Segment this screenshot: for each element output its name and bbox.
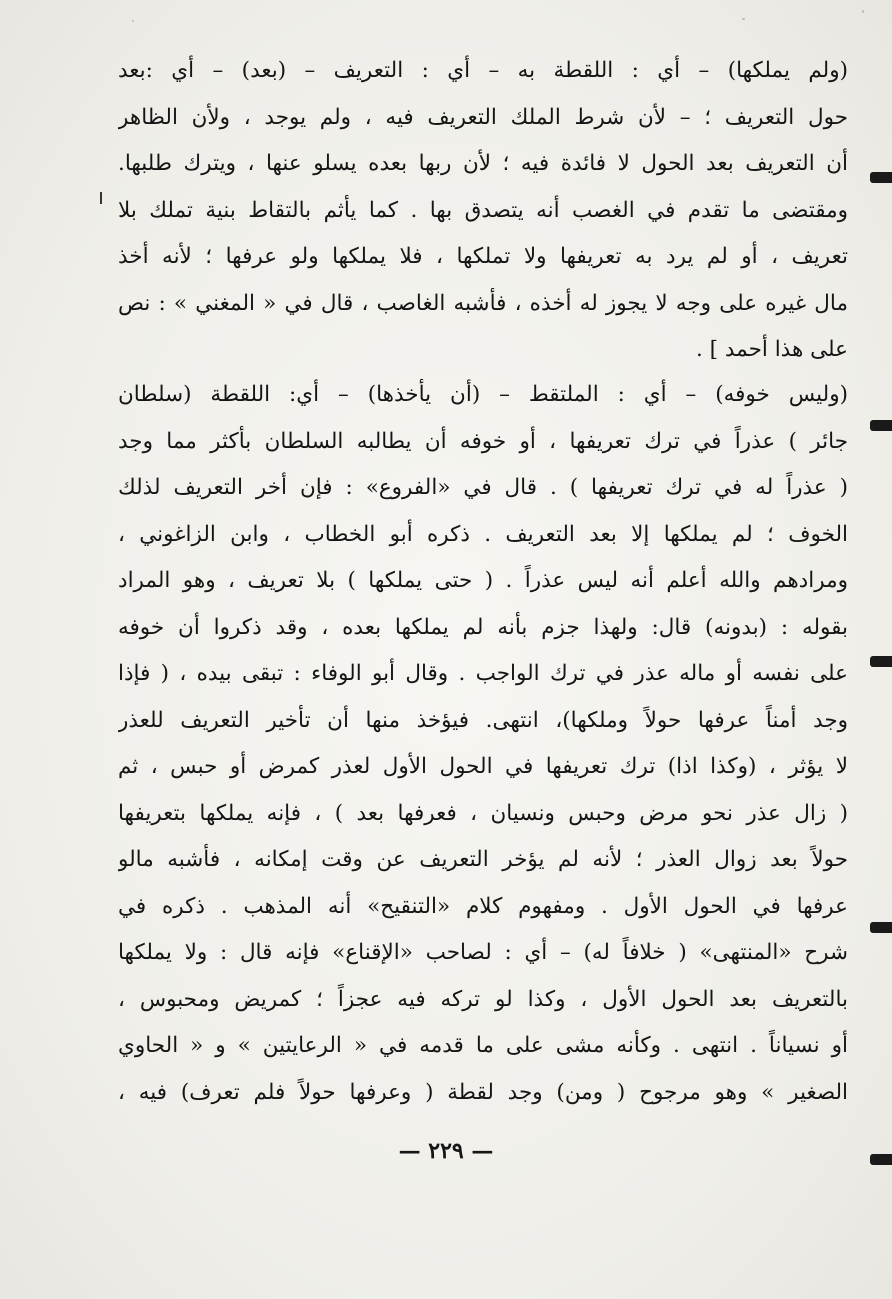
text-line: ومقتضى ما تقدم في الغصب أنه يتصدق بها . كما يأثم بالتقاط بنية تملك بلا bbox=[118, 197, 848, 223]
text-line: ( زال عذر نحو مرض وحبس ونسيان ، فعرفها بعد ) ، فإنه يملكها بتعريفها bbox=[118, 800, 848, 826]
text-line: مال غيره على وجه لا يجوز له أخذه ، فأشبه الغاصب ، قال في « المغني » : نص bbox=[118, 290, 848, 316]
page-number: — ٢٢٩ — bbox=[398, 1138, 494, 1164]
text-line: (ولم يملكها) – أي : اللقطة به – أي : التعريف – (بعد) – أي :بعد bbox=[118, 58, 848, 83]
margin-tick bbox=[100, 192, 102, 204]
text-line: على هذا أحمد ] . bbox=[695, 337, 848, 362]
text-line: حولاً بعد زوال العذر ؛ لأنه لم يؤخر التعريف عن وقت إمكانه ، فأشبه مالو bbox=[118, 847, 848, 872]
scan-speck bbox=[132, 20, 134, 22]
scan-speck bbox=[742, 18, 745, 20]
text-line: أن التعريف بعد الحول لا فائدة فيه ؛ لأن ربها بعده يسلو عنها ، ويترك طلبها. bbox=[118, 151, 848, 176]
margin-mark bbox=[870, 656, 892, 667]
text-line: بقوله : (بدونه) قال: ولهذا جزم بأنه لم يملكها بعده ، وقد ذكروا أن خوفه bbox=[118, 614, 848, 640]
text-line: ( عذراً له في ترك تعريفها ) . قال في «الفروع» : فإن أخر التعريف لذلك bbox=[118, 475, 848, 500]
text-line: شرح «المنتهى» ( خلافاً له) – أي : لصاحب «الإقناع» فإنه قال : ولا يملكها bbox=[118, 940, 848, 965]
margin-mark bbox=[870, 420, 892, 431]
text-line: أو نسياناً . انتهى . وكأنه مشى على ما قدمه في « الرعايتين » و « الحاوي bbox=[118, 1033, 848, 1058]
margin-mark bbox=[870, 922, 892, 933]
text-line: بالتعريف بعد الحول الأول ، وكذا لو تركه فيه عجزاً ؛ كمريض ومحبوس ، bbox=[118, 986, 848, 1012]
text-line: على نفسه أو ماله عذر في ترك الواجب . وقال أبو الوفاء : تبقى بيده ، ( فإذا bbox=[118, 661, 848, 686]
margin-mark bbox=[870, 1154, 892, 1165]
paragraph-2 bbox=[118, 372, 848, 1116]
text-line: وجد أمناً عرفها حولاً وملكها)، انتهى. فيؤخذ منها أن تأخير التعريف للعذر bbox=[118, 707, 848, 733]
text-line: الصغير » وهو مرجوح ( ومن) وجد لقطة ( وعرفها حولاً فلم تعرف) فيه ، bbox=[118, 1079, 848, 1105]
scan-speck bbox=[862, 10, 864, 13]
text-line: جائر ) عذراً في ترك تعريفها ، أو خوفه أن يطالبه السلطان بأكثر مما وجد bbox=[118, 428, 848, 454]
text-line: (وليس خوفه) – أي : الملتقط – (أن يأخذها) – أي: اللقطة (سلطان bbox=[118, 382, 848, 407]
text-line: حول التعريف ؛ – لأن شرط الملك التعريف فيه ، ولم يوجد ، ولأن الظاهر bbox=[118, 104, 848, 130]
paragraph-1 bbox=[118, 48, 848, 374]
text-line: تعريف ، أو لم يرد به تعريفها ولا تملكها ، فلا يملكها ولو عرفها ؛ لأنه أخذ bbox=[118, 244, 848, 269]
text-line: الخوف ؛ لم يملكها إلا بعد التعريف . ذكره أبو الخطاب ، وابن الزاغوني ، bbox=[118, 521, 848, 547]
text-line: عرفها في الحول الأول . ومفهوم كلام «التنقيح» أنه المذهب . ذكره في bbox=[118, 893, 848, 919]
text-line: لا يؤثر ، (وكذا اذا) ترك تعريفها في الحول الأول لعذر كمرض أو حبس ، ثم bbox=[118, 754, 848, 779]
margin-mark bbox=[870, 172, 892, 183]
text-line: ومرادهم والله أعلم أنه ليس عذراً . ( حتى يملكها ) بلا تعريف ، وهو المراد bbox=[118, 568, 848, 593]
